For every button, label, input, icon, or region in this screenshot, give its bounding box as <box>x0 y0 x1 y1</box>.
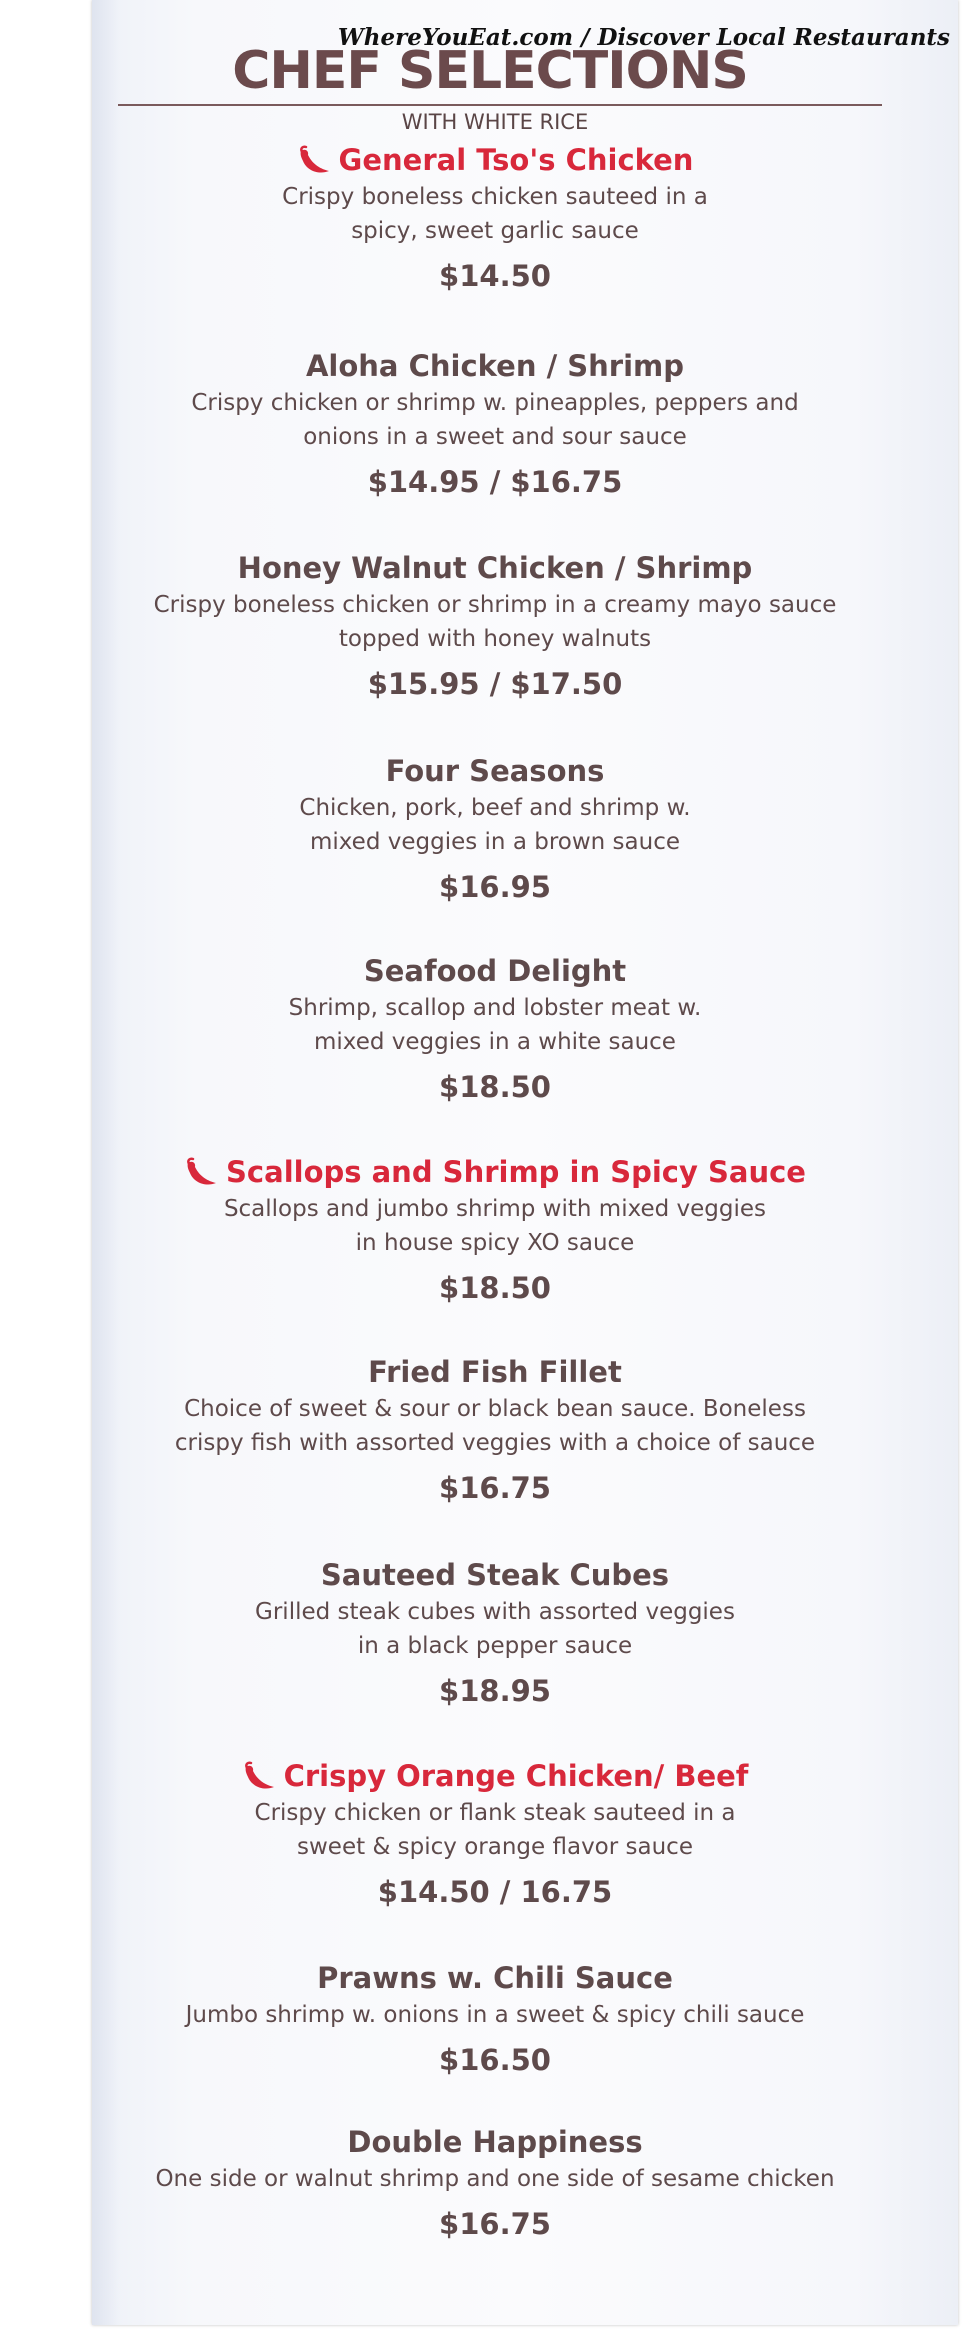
menu-item-name: Double Happiness <box>347 2125 643 2159</box>
menu-item <box>120 751 870 909</box>
menu-item-name: Crispy Orange Chicken/ Beef <box>283 1759 749 1793</box>
menu-item-desc: Choice of sweet & sour or black bean sauce. Boneless <box>184 1396 806 1422</box>
menu-item-desc: in house spicy XO sauce <box>355 1230 635 1256</box>
menu-item-desc: Jumbo shrimp w. onions in a sweet & spicy chili sauce <box>185 2002 805 2028</box>
menu-item-desc: Shrimp, scallop and lobster meat w. <box>288 995 702 1021</box>
menu-item-price: $16.95 <box>439 870 551 904</box>
menu-item <box>120 140 870 298</box>
menu-item-name-row <box>242 1756 749 1796</box>
menu-item-desc: Chicken, pork, beef and shrimp w. <box>299 795 691 821</box>
menu-item-price: $16.50 <box>439 2043 551 2077</box>
menu-item-price: $16.75 <box>439 2207 551 2241</box>
chili-pepper-icon <box>242 1761 276 1791</box>
menu-item-desc: Crispy boneless chicken sauteed in a <box>282 184 708 210</box>
menu-item-name: Prawns w. Chili Sauce <box>317 1961 673 1995</box>
menu-item <box>120 1756 870 1914</box>
menu-item-name: General Tso's Chicken <box>338 143 694 177</box>
menu-item-desc: crispy fish with assorted veggies with a choice of sauce <box>174 1430 816 1456</box>
menu-item-name: Honey Walnut Chicken / Shrimp <box>237 551 753 585</box>
menu-item <box>120 346 870 504</box>
site-watermark: WhereYouEat.com / Discover Local Restaurants <box>337 24 950 51</box>
menu-item-name: Seafood Delight <box>363 954 627 988</box>
menu-item-price: $14.50 / 16.75 <box>377 1875 613 1909</box>
menu-item-name-row <box>184 1152 806 1192</box>
menu-item <box>120 2122 870 2246</box>
menu-item-desc: Scallops and jumbo shrimp with mixed veggies <box>223 1196 767 1222</box>
menu-item-name: Scallops and Shrimp in Spicy Sauce <box>226 1155 806 1189</box>
menu-item-name: Four Seasons <box>385 754 605 788</box>
menu-item-price: $18.50 <box>439 1070 551 1104</box>
menu-item-desc: sweet & spicy orange flavor sauce <box>297 1834 693 1860</box>
menu-item-desc: topped with honey walnuts <box>338 626 652 652</box>
menu-item <box>120 1352 870 1510</box>
menu-item-name: Sauteed Steak Cubes <box>320 1558 670 1592</box>
menu-item-desc: One side or walnut shrimp and one side of sesame chicken <box>155 2166 835 2192</box>
menu-item-desc: mixed veggies in a white sauce <box>314 1029 676 1055</box>
menu-item-name: Aloha Chicken / Shrimp <box>305 349 685 383</box>
menu-item-price: $15.95 / $17.50 <box>367 667 623 701</box>
menu-item <box>120 1152 870 1310</box>
menu-item-desc: Crispy boneless chicken or shrimp in a creamy mayo sauce <box>153 592 837 618</box>
menu-item-price: $14.95 / $16.75 <box>367 465 623 499</box>
menu-item-name-row <box>297 140 694 180</box>
paper-shadow <box>92 0 120 2325</box>
menu-item <box>120 1958 870 2082</box>
menu-item-desc: onions in a sweet and sour sauce <box>303 424 687 450</box>
menu-item-desc: Crispy chicken or shrimp w. pineapples, peppers and <box>191 390 799 416</box>
page-title: CHEF SELECTIONS <box>232 41 748 101</box>
chili-pepper-icon <box>184 1157 218 1187</box>
menu-item-desc: Crispy chicken or flank steak sauteed in a <box>254 1800 736 1826</box>
title-divider <box>118 104 882 106</box>
menu-item <box>120 1555 870 1713</box>
menu-item-price: $14.50 <box>439 259 551 293</box>
menu-item-price: $16.75 <box>439 1471 551 1505</box>
page-subtitle: WITH WHITE RICE <box>401 110 589 134</box>
menu-item-price: $18.50 <box>439 1271 551 1305</box>
menu-item <box>120 548 870 706</box>
menu-item <box>120 951 870 1109</box>
menu-item-desc: in a black pepper sauce <box>357 1633 633 1659</box>
menu-item-desc: Grilled steak cubes with assorted veggies <box>255 1599 735 1625</box>
menu-item-price: $18.95 <box>439 1674 551 1708</box>
chili-pepper-icon <box>297 145 331 175</box>
menu-item-name: Fried Fish Fillet <box>368 1355 622 1389</box>
menu-item-desc: spicy, sweet garlic sauce <box>351 218 639 244</box>
menu-item-desc: mixed veggies in a brown sauce <box>309 829 680 855</box>
